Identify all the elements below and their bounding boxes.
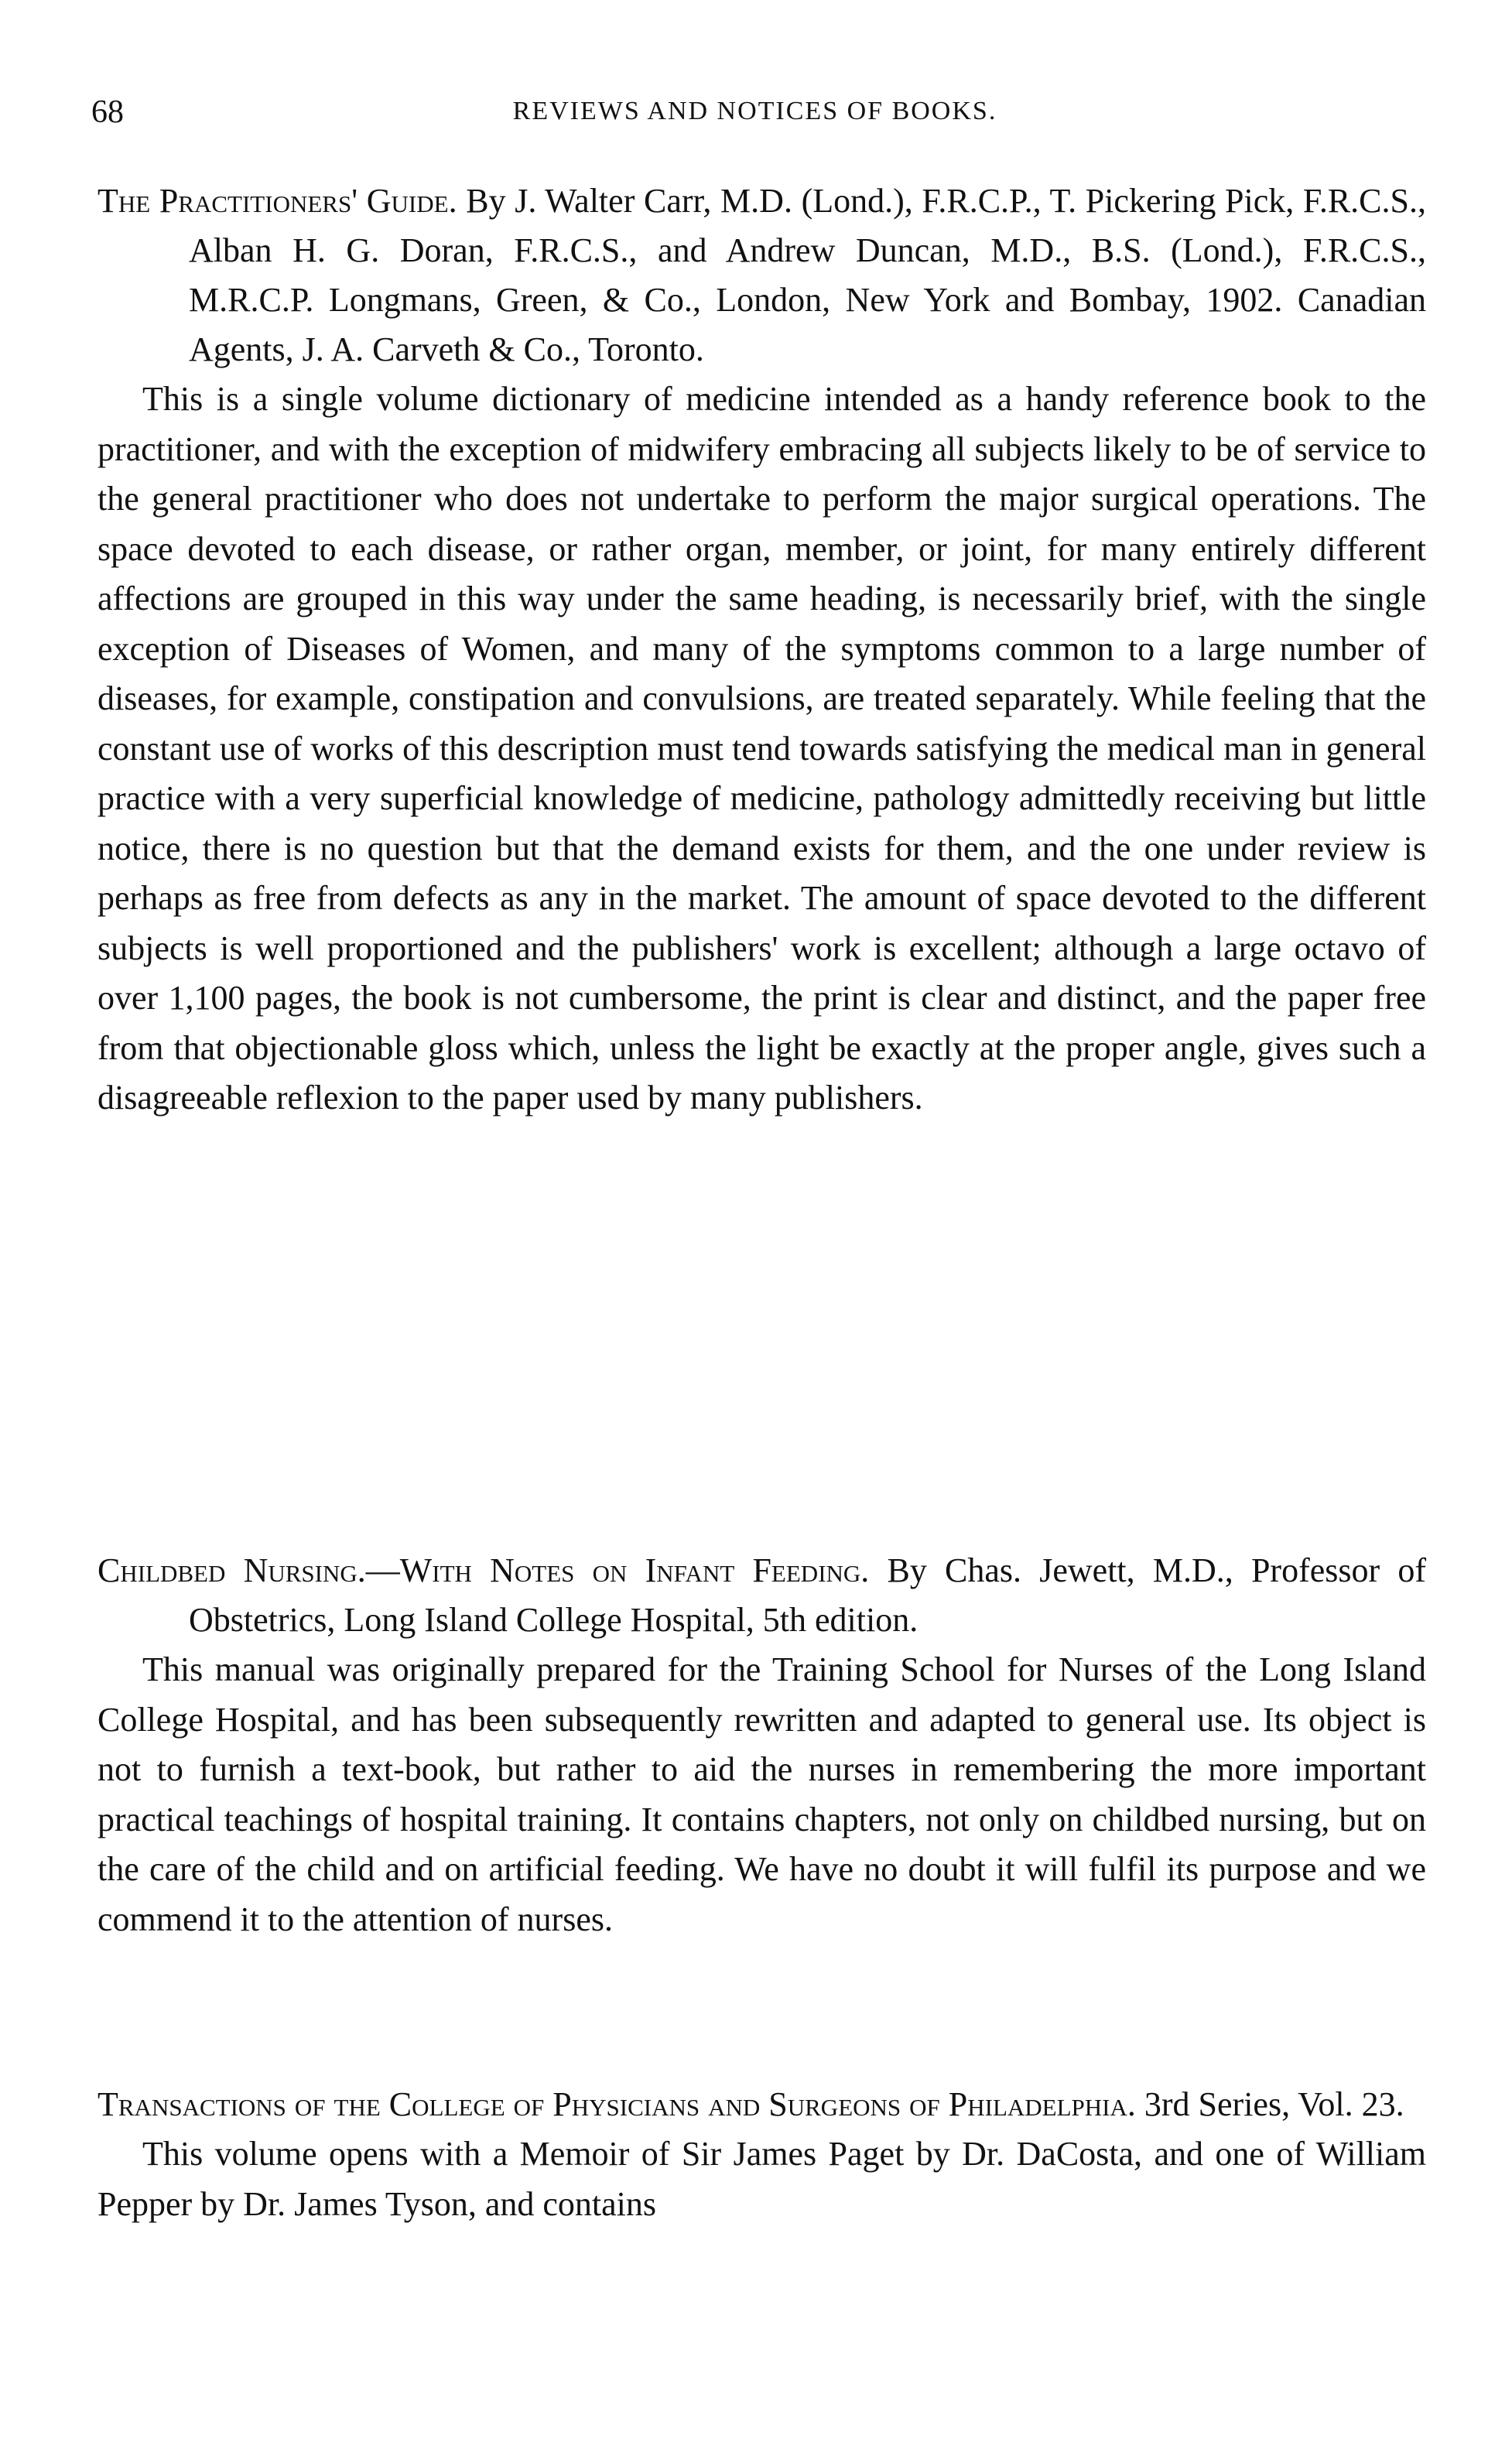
review-title: Childbed Nursing.—With Notes on Infant Feeding.	[97, 1551, 870, 1589]
review-heading	[97, 2080, 1426, 2129]
review-citation: By Chas. Jewett, M.D., Professor of Obstetrics, Long Island College Hospital, 5th edition.	[189, 1551, 1426, 1639]
review-body: This volume opens with a Memoir of Sir James Paget by Dr. DaCosta, and one of William Pepper by Dr. James Tyson, and contains	[97, 2135, 1426, 2223]
review-heading	[97, 1546, 1426, 1645]
review-title: The Practitioners' Guide.	[97, 182, 457, 220]
review-title: Transactions of the College of Physicians and Surgeons of Philadelphia.	[97, 2085, 1136, 2123]
page-number: 68	[91, 94, 124, 130]
review-citation: By J. Walter Carr, M.D. (Lond.), F.R.C.P., T. Pickering Pick, F.R.C.S., Alban H. G. Doran, F.R.C.S., and Andrew Duncan, M.D., B.S. (Lond.), F.R.C.S., M.R.C.P. Longmans, Green, & Co., London, New York and Bombay, 1902. Canadian Agents, J. A. Carveth & Co., Toronto.	[189, 182, 1426, 368]
running-title: REVIEWS AND NOTICES OF BOOKS.	[512, 97, 997, 125]
review-childbed-nursing	[97, 1546, 1426, 1944]
review-citation: 3rd Series, Vol. 23.	[1144, 2085, 1404, 2123]
review-heading	[97, 176, 1426, 374]
review-practitioners-guide	[97, 176, 1426, 1123]
running-head	[91, 91, 1418, 145]
review-body: This is a single volume dictionary of medicine intended as a handy reference book to the practitioner, and with the exception of midwifery embracing all subjects likely to be of service to the general practitioner who does not undertake to perform the major surgical operations. The space devoted to each disease, or rather organ, member, or joint, for many entirely different affections are grouped in this way under the same heading, is necessarily brief, with the single exception of Diseases of Women, and many of the symptoms common to a large number of diseases, for example, constipation and convulsions, are treated separately. While feeling that the constant use of works of this description must tend towards satisfying the medical man in general practice with a very superficial knowledge of medicine, pathology admittedly receiving but little notice, there is no question but that the demand exists for them, and the one under review is perhaps as free from defects as any in the market. The amount of space devoted to the different subjects is well proportioned and the publishers' work is excellent; although a large octavo of over 1,100 pages, the book is not cumbersome, the print is clear and distinct, and the paper free from that objectionable gloss which, unless the light be exactly at the proper angle, gives such a disagreeable reflexion to the paper used by many publishers.	[97, 380, 1426, 1117]
review-transactions	[97, 2080, 1426, 2229]
review-body: This manual was originally prepared for the Training School for Nurses of the Long Island College Hospital, and has been subsequently rewritten and adapted to general use. Its object is not to furnish a text-book, but rather to aid the nurses in remembering the more important practical teachings of hospital training. It contains chapters, not only on childbed nursing, but on the care of the child and on artificial feeding. We have no doubt it will fulfil its purpose and we commend it to the attention of nurses.	[97, 1650, 1426, 1938]
